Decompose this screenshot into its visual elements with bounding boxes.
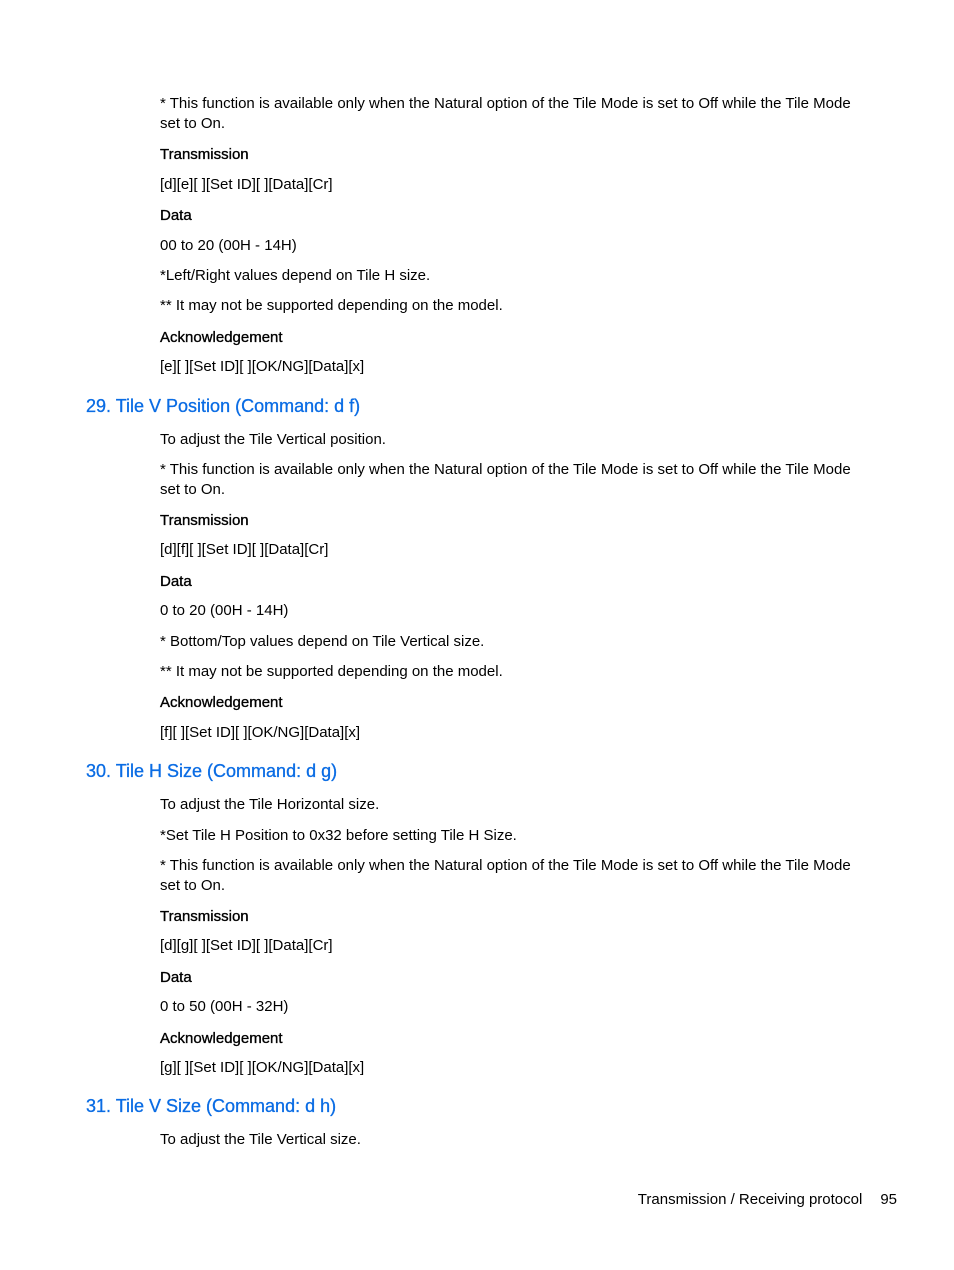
data-label: Data <box>160 573 192 590</box>
transmission-label: Transmission <box>160 146 249 163</box>
section-heading: 29. Tile V Position (Command: d f) <box>86 396 361 416</box>
section-heading: 31. Tile V Size (Command: d h) <box>86 1096 337 1116</box>
section-description: To adjust the Tile Vertical size. <box>160 1131 361 1148</box>
acknowledgement-label: Acknowledgement <box>160 1030 283 1047</box>
acknowledgement-label: Acknowledgement <box>160 694 283 711</box>
acknowledgement-value: [e][ ][Set ID][ ][OK/NG][Data][x] <box>160 358 365 375</box>
transmission-value: [d][g][ ][Set ID][ ][Data][Cr] <box>160 937 333 954</box>
acknowledgement-value: [g][ ][Set ID][ ][OK/NG][Data][x] <box>160 1059 365 1076</box>
data-value: 0 to 20 (00H - 14H) <box>160 602 289 619</box>
function-note: * This function is available only when the Natural option of the Tile Mode is set to Off while the Tile Mode set to On. <box>160 461 851 498</box>
transmission-label: Transmission <box>160 908 249 925</box>
data-note: * Bottom/Top values depend on Tile Vertical size. <box>160 633 485 650</box>
pre-note: *Set Tile H Position to 0x32 before setting Tile H Size. <box>160 827 517 844</box>
data-value: 00 to 20 (00H - 14H) <box>160 237 297 254</box>
data-note: ** It may not be supported depending on the model. <box>160 297 503 314</box>
acknowledgement-label: Acknowledgement <box>160 329 283 346</box>
page-number: 95 <box>880 1191 897 1208</box>
data-label: Data <box>160 207 192 224</box>
page-footer <box>638 1190 897 1210</box>
data-label: Data <box>160 969 192 986</box>
transmission-value: [d][f][ ][Set ID][ ][Data][Cr] <box>160 541 329 558</box>
section-description: To adjust the Tile Vertical position. <box>160 431 386 448</box>
function-note: * This function is available only when the Natural option of the Tile Mode is set to Off while the Tile Mode set to On. <box>160 857 851 894</box>
data-note: *Left/Right values depend on Tile H size. <box>160 267 431 284</box>
section-description: To adjust the Tile Horizontal size. <box>160 796 380 813</box>
data-note: ** It may not be supported depending on the model. <box>160 663 503 680</box>
transmission-label: Transmission <box>160 512 249 529</box>
section-heading: 30. Tile H Size (Command: d g) <box>86 761 338 781</box>
function-note: * This function is available only when the Natural option of the Tile Mode is set to Off while the Tile Mode set to On. <box>160 95 851 132</box>
data-value: 0 to 50 (00H - 32H) <box>160 998 289 1015</box>
footer-title: Transmission / Receiving protocol <box>637 1191 863 1208</box>
acknowledgement-value: [f][ ][Set ID][ ][OK/NG][Data][x] <box>160 724 361 741</box>
transmission-value: [d][e][ ][Set ID][ ][Data][Cr] <box>160 176 333 193</box>
